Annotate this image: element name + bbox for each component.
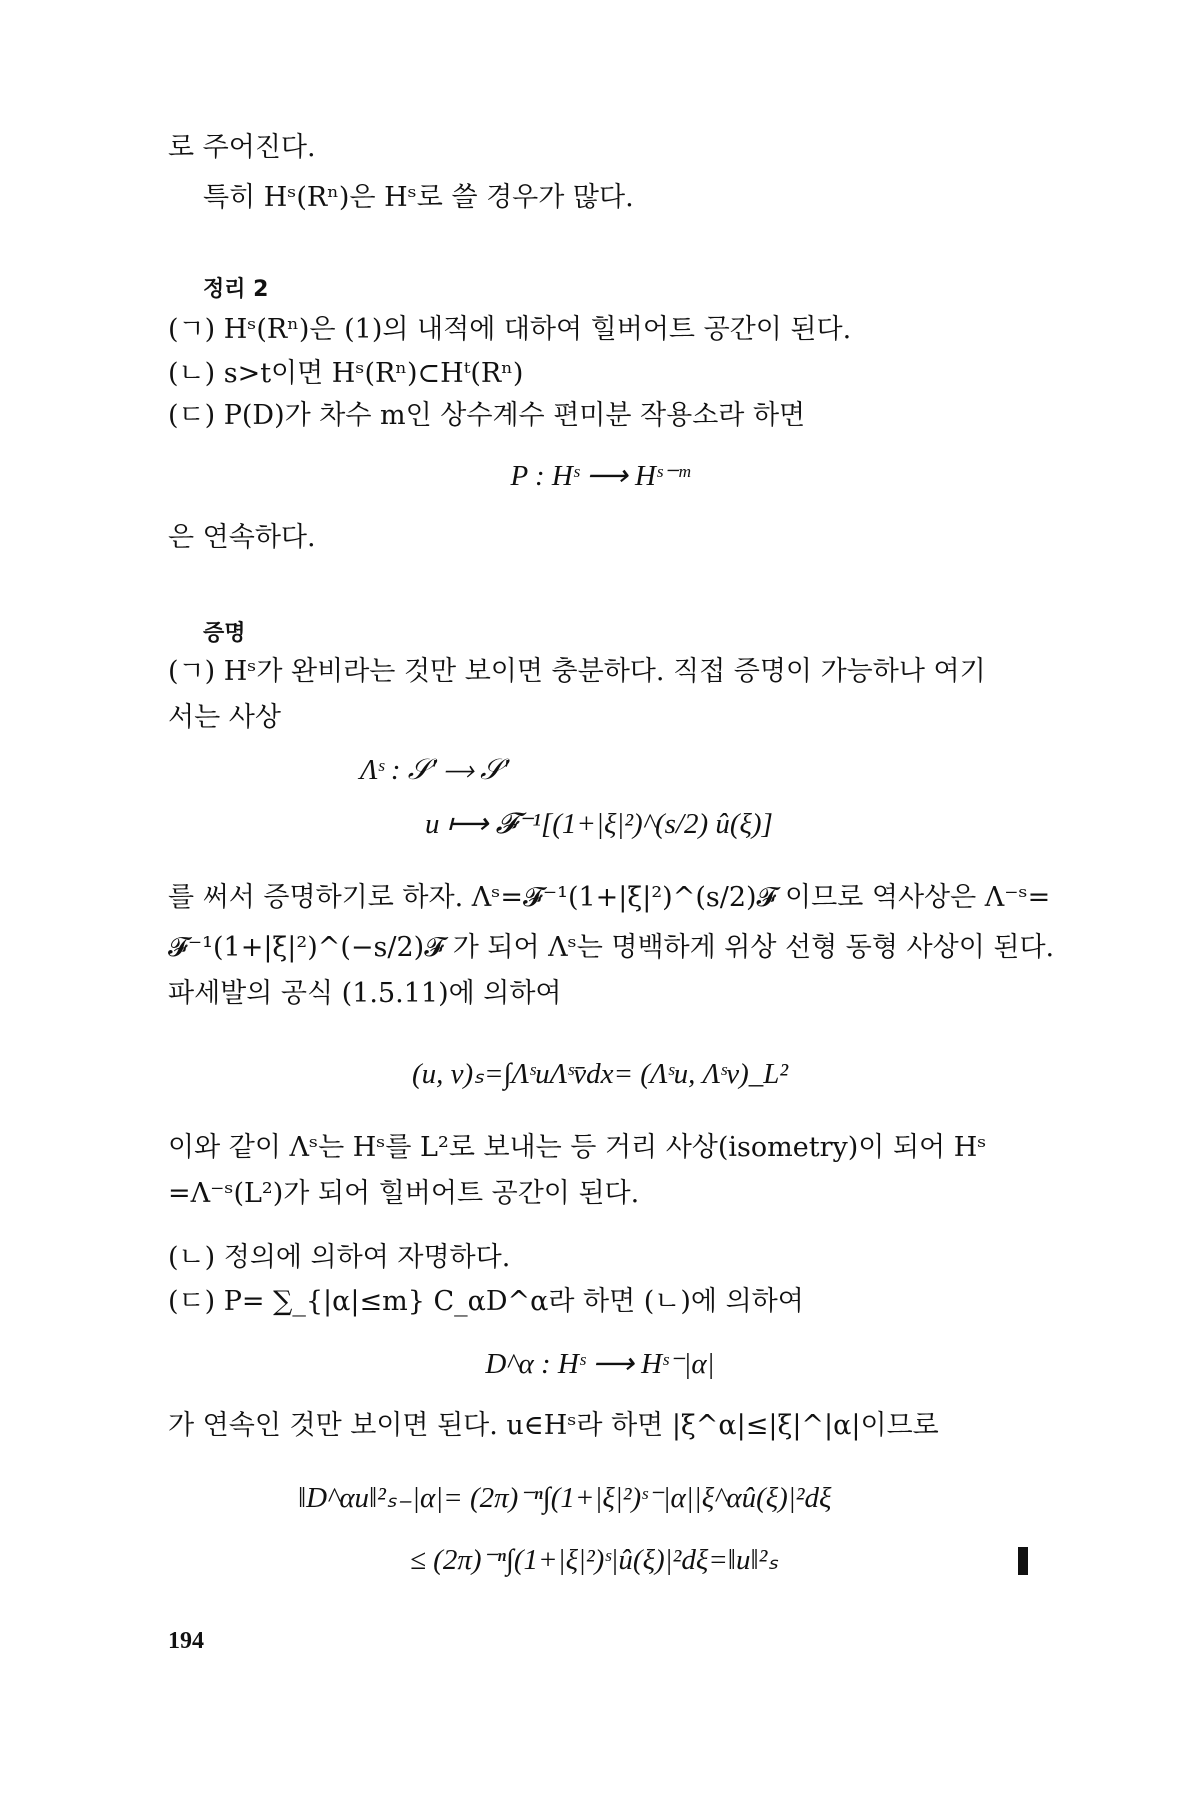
theorem-item: (ㄱ) Hˢ(Rⁿ)은 (1)의 내적에 대하여 힐버어트 공간이 된다. — [168, 314, 852, 345]
qed-mark — [1018, 1547, 1028, 1575]
equation: (u, v)ₛ=∫ΛˢuΛˢv̄dx= (Λˢu, Λˢv)_L² — [411, 1058, 789, 1090]
text-line: (ㄴ) 정의에 의하여 자명하다. — [168, 1242, 511, 1273]
page-number: 194 — [168, 1628, 204, 1654]
proof-title: 증명 — [203, 621, 246, 646]
equation: ‖D^αu‖²ₛ₋|α|= (2π)⁻ⁿ∫(1+|ξ|²)ˢ⁻|α||ξ^αû(ξ)|²dξ — [298, 1482, 832, 1514]
text-line: 서는 사상 — [168, 702, 281, 733]
text-line: =Λ⁻ˢ(L²)가 되어 힐버어트 공간이 된다. — [168, 1178, 640, 1209]
text-line: 특히 Hˢ(Rⁿ)은 Hˢ로 쓸 경우가 많다. — [203, 182, 634, 213]
text-line: (ㄷ) P= ∑_{|α|≤m} C_αD^α라 하면 (ㄴ)에 의하여 — [168, 1286, 804, 1317]
equation: D^α : Hˢ ⟶ Hˢ⁻|α| — [485, 1348, 715, 1380]
text-line: 를 써서 증명하기로 하자. Λˢ=𝓕⁻¹(1+|ξ|²)^(s/2)𝓕 이므로 역사상은 Λ⁻ˢ= — [168, 882, 1051, 913]
equation: Λˢ : 𝒮′ ⟶ 𝒮′ — [360, 754, 509, 786]
text-line: 파세발의 공식 (1.5.11)에 의하여 — [168, 978, 562, 1009]
text-line: 이와 같이 Λˢ는 Hˢ를 L²로 보내는 등 거리 사상(isometry)이 되어 Hˢ — [168, 1132, 987, 1163]
text-line: 은 연속하다. — [168, 522, 316, 553]
theorem-item: (ㄷ) P(D)가 차수 m인 상수계수 편미분 작용소라 하면 — [168, 400, 806, 431]
text-line: (ㄱ) Hˢ가 완비라는 것만 보이면 충분하다. 직접 증명이 가능하나 여기 — [168, 656, 986, 687]
theorem-title: 정리 2 — [203, 277, 269, 302]
equation: P : Hˢ ⟶ Hˢ⁻ᵐ — [510, 460, 690, 492]
theorem-item: (ㄴ) s>t이면 Hˢ(Rⁿ)⊂Hᵗ(Rⁿ) — [168, 358, 524, 389]
text-line: 가 연속인 것만 보이면 된다. u∈Hˢ라 하면 |ξ^α|≤|ξ|^|α|이므로 — [168, 1410, 939, 1441]
text-line: 𝓕⁻¹(1+|ξ|²)^(−s/2)𝓕 가 되어 Λˢ는 명백하게 위상 선형 동형 사상이 된다. — [168, 932, 1055, 963]
equation: ≤ (2π)⁻ⁿ∫(1+|ξ|²)ˢ|û(ξ)|²dξ=‖u‖²ₛ — [410, 1544, 779, 1576]
text-line: 로 주어진다. — [168, 132, 316, 163]
equation: u ⟼ 𝓕⁻¹[(1+|ξ|²)^(s/2) û(ξ)] — [425, 808, 773, 840]
